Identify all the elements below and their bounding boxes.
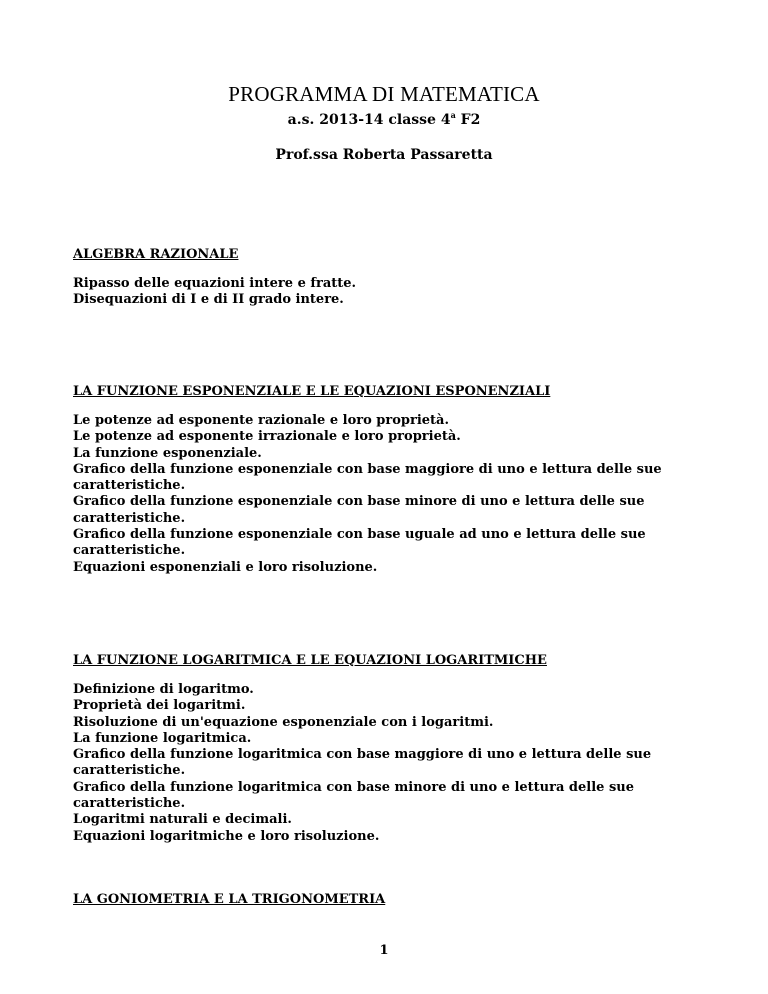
school-year-class: a.s. 2013-14 classe 4 — [287, 112, 451, 128]
list-item: Grafico della funzione esponenziale con base minore di uno e lettura delle sue caratteristiche. — [73, 494, 645, 526]
list-item: Logaritmi naturali e decimali. — [73, 812, 292, 828]
list-item: Grafico della funzione logaritmica con base maggiore di uno e lettura delle sue caratteristiche. — [73, 747, 652, 779]
list-item: Grafico della funzione logaritmica con base minore di uno e lettura delle sue caratteristiche. — [73, 779, 634, 812]
section-goniometria-trigonometria — [73, 892, 693, 921]
section-item-list — [73, 682, 693, 845]
section-heading: LA GONIOMETRIA E LA TRIGONOMETRIA — [73, 892, 386, 907]
document-title: PROGRAMMA DI MATEMATICA — [228, 82, 540, 106]
teacher-name: Prof.ssa Roberta Passaretta — [275, 147, 493, 163]
document-subtitle — [0, 110, 768, 128]
class-superscript: a — [450, 110, 456, 120]
list-item: La funzione esponenziale. — [73, 445, 262, 461]
page-number: 1 — [379, 943, 389, 958]
list-item: Grafico della funzione esponenziale con base maggiore di uno e lettura delle sue caratteristiche. — [73, 461, 662, 494]
section-funzione-esponenziale — [73, 384, 693, 576]
section-heading: ALGEBRA RAZIONALE — [73, 247, 239, 262]
section-item-list — [73, 276, 693, 309]
class-section: F2 — [455, 112, 481, 128]
list-item: Risoluzione di un'equazione esponenziale con i logaritmi. — [73, 714, 494, 730]
list-item: Le potenze ad esponente irrazionale e loro proprietà. — [73, 429, 461, 445]
list-item: Grafico della funzione esponenziale con base uguale ad uno e lettura delle sue caratteristiche. — [73, 527, 646, 559]
list-item: Equazioni logaritmiche e loro risoluzione. — [73, 828, 380, 844]
section-algebra-razionale — [73, 247, 693, 309]
section-heading: LA FUNZIONE ESPONENZIALE E LE EQUAZIONI ESPONENZIALI — [73, 384, 551, 399]
list-item: Ripasso delle equazioni intere e fratte. — [73, 276, 357, 291]
list-item: La funzione logaritmica. — [73, 730, 252, 746]
list-item: Disequazioni di I e di II grado intere. — [73, 292, 344, 308]
section-item-list — [73, 413, 693, 576]
list-item: Proprietà dei logaritmi. — [73, 698, 246, 714]
section-heading: LA FUNZIONE LOGARITMICA E LE EQUAZIONI LOGARITMICHE — [73, 653, 547, 668]
list-item: Definizione di logaritmo. — [73, 682, 254, 697]
section-funzione-logaritmica — [73, 653, 693, 845]
list-item: Le potenze ad esponente razionale e loro proprietà. — [73, 413, 450, 428]
list-item: Equazioni esponenziali e loro risoluzione. — [73, 559, 378, 575]
